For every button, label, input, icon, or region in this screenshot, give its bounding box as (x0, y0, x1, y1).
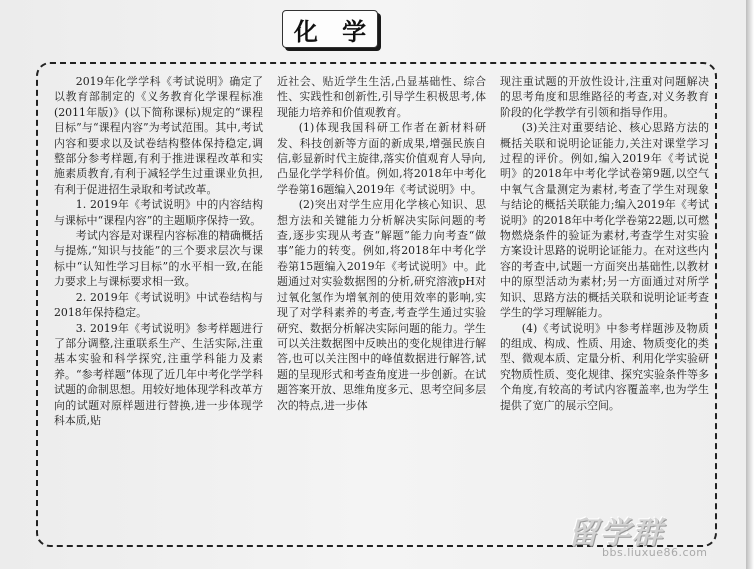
paragraph: (1)体现我国科研工作者在新材料研发、科技创新等方面的新成果,增强民族自信,彰显新时代主旋律,落实价值观育人导向,凸显化学学科价值。例如,将2018年中考化学卷第16题编入2019年《考试说明》中。 (277, 121, 486, 196)
paragraph: 现注重试题的开放性设计,注重对问题解决的思考角度和思维路径的考查,对义务教育阶段的化学教学有引领和指导作用。 (500, 75, 709, 119)
paragraph: 2. 2019年《考试说明》中试卷结构与2018年保持稳定。 (54, 290, 263, 320)
paragraph: 考试内容是对课程内容标准的精确概括与提炼,“知识与技能”的三个要求层次与课标中“认知性学习目标”的水平相一致,在能力要求上与课标要求相一致。 (54, 229, 263, 289)
column-3 (500, 74, 709, 514)
watermark (560, 508, 740, 564)
column-1 (54, 74, 263, 514)
paragraph: (3)关注对重要结论、核心思路方法的概括关联和说明论证能力,关注对课堂学习过程的评价。例如,编入2019年《考试说明》的2018年中考化学试卷第9题,以空气中氧气含量测定为素材,考查了学生对现象与结论的概括关联能力;编入2019年《考试说明》的2018年中考化学卷第22题,以可燃物燃烧条件的验证为素材,考查学生对实验方案设计思路的说明论证能力。在对这些内容的考查中,试题一方面突出基础性,以教材中的原型活动为素材;另一方面通过对所学知识、思路方法的概括关联和说明论证考查学生的学习理解能力。 (500, 121, 709, 320)
watermark-logo: 留学群 (568, 516, 664, 551)
paragraph: 3. 2019年《考试说明》参考样题进行了部分调整,注重联系生产、生活实际,注重基本实验和科学探究,注重学科能力及素养。“参考样题”体现了近几年中考化学学科试题的命制思想。用较好地体现学科改革方向的试题对原样题进行替换,进一步体现学科本质,贴 (54, 321, 263, 427)
article-body (54, 74, 709, 514)
paragraph: 1. 2019年《考试说明》中的内容结构与课标中“课程内容”的主题顺序保持一致。 (54, 198, 263, 227)
page-edge-shadow (746, 0, 754, 569)
page-title: 化 学 (293, 17, 375, 46)
paragraph: 2019年化学学科《考试说明》确定了以教育部制定的《义务教育化学课程标准(2011年版)》(以下简称课标)规定的“课程目标”与“课程内容”为考试范围。其中,考试内容和要求以及试卷结构整体保持稳定,调整部分参考样题,有利于推进课程改革和实施素质教育,有利于减轻学生过重课业负担,有利于促进招生录取和考试改革。 (54, 75, 263, 196)
paragraph: 近社会、贴近学生生活,凸显基础性、综合性、实践性和创新性,引导学生积极思考,体现能力培养和价值观教育。 (277, 75, 486, 119)
paragraph: (2)突出对学生应用化学核心知识、思想方法和关键能力分析解决实际问题的考查,逐步实现从考查“解题”能力向考查“做事”能力的转变。例如,将2018年中考化学卷第15题编入2019年《考试说明》中。此题通过对实验数据图的分析,研究溶液pH对过氧化氢作为增氧剂的使用效率的影响,实现了对学科素养的考查,考查学生通过实验研究、数据分析解决实际问题的能力。学生可以关注数据图中反映出的变化规律进行解答,也可以关注图中的峰值数据进行解答,试题的呈现形式和考查角度进一步创新。在试题答案开放、思维角度多元、思考空间多层次的特点,进一步体 (277, 198, 486, 412)
paragraph: (4)《考试说明》中参考样题涉及物质的组成、构成、性质、用途、物质变化的类型、微观本质、定量分析、利用化学实验研究物质性质、变化规律、探究实验条件等多个角度,有较高的考试内容覆盖率,也为学生提供了宽广的展示空间。 (500, 321, 709, 412)
column-2 (277, 74, 486, 514)
watermark-url: bbs.liuxue86.com (602, 546, 708, 559)
title-plate (282, 10, 378, 48)
